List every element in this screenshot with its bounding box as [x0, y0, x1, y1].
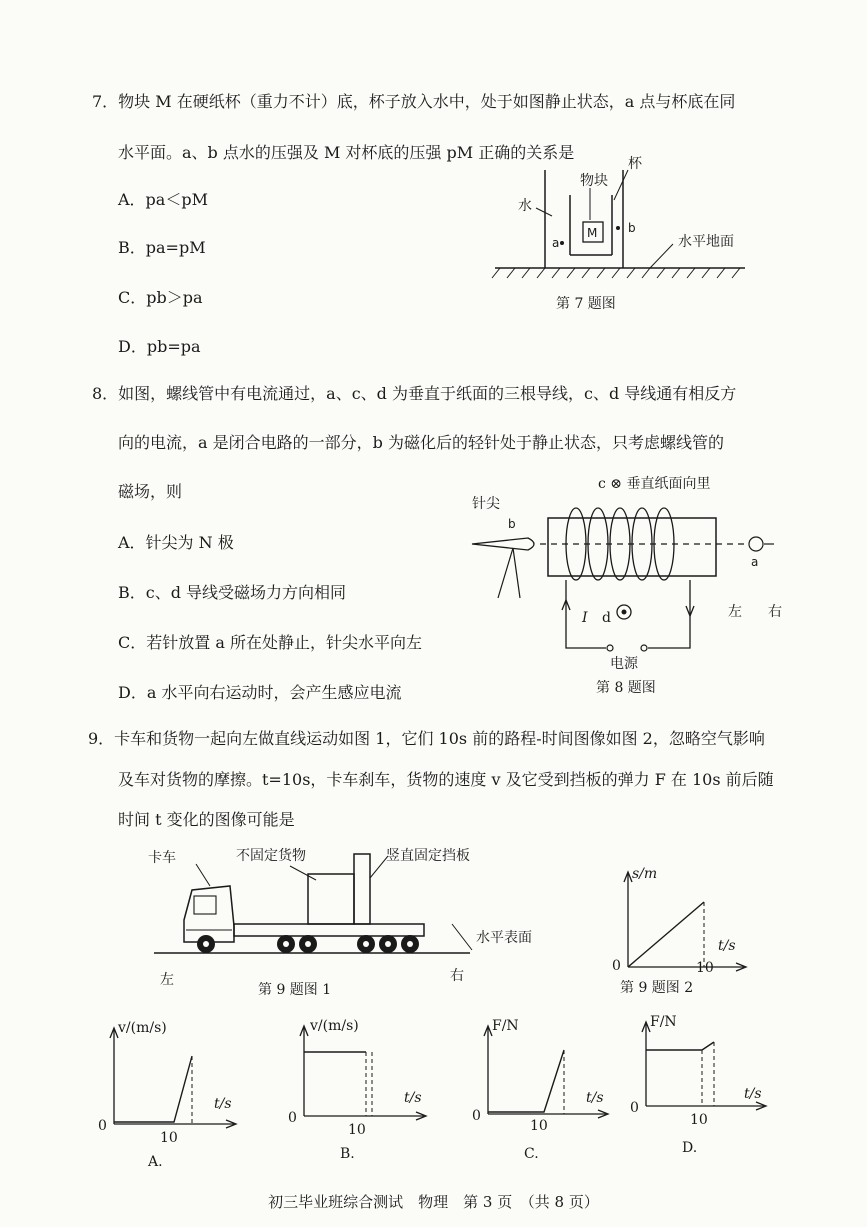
- q9-graph-c-caption: C.: [524, 1146, 539, 1162]
- q9-graph-d-origin: 0: [630, 1100, 639, 1116]
- q9-fig2-ylabel: s/m: [632, 866, 658, 882]
- q9-graph-d-tick: 10: [690, 1112, 708, 1128]
- q7-label-b: b: [628, 221, 636, 235]
- q9-graph-c-curve: [488, 1050, 564, 1112]
- q9-text-line3: 时间 t 变化的图像可能是: [118, 810, 295, 829]
- q8-terminal-right: [641, 645, 647, 651]
- q9-graph-a-curve: [114, 1056, 192, 1122]
- q9-graph-a-tick: 10: [160, 1130, 178, 1146]
- q7-option-b: B．pa=pM: [118, 238, 206, 257]
- q8-label-a: a: [751, 555, 759, 569]
- q7-point-a: [560, 241, 564, 245]
- q8-option-a: A．针尖为 N 极: [118, 533, 234, 552]
- q9-graph-a-origin: 0: [98, 1118, 107, 1134]
- q8-label-b: b: [508, 517, 516, 531]
- q9-fig2-st-graph: [606, 852, 766, 1002]
- q9-graph-d: [626, 1004, 786, 1169]
- q7-figure: [490, 150, 790, 320]
- q8-text-line3: 磁场，则: [118, 482, 183, 501]
- q9-fig2-line: [628, 902, 704, 967]
- q9-fig2-tick: 10: [696, 960, 714, 976]
- q8-label-needle: 针尖: [472, 496, 500, 512]
- q9-graph-d-caption: D.: [682, 1140, 698, 1156]
- q9-graph-a-ylabel: v/(m/s): [118, 1020, 167, 1036]
- q9-label-baffle: 竖直固定挡板: [386, 848, 470, 864]
- q9-fig2-caption: 第 9 题图 2: [620, 980, 694, 996]
- q9-label-cargo: 不固定货物: [236, 848, 306, 864]
- q9-baffle: [354, 854, 370, 924]
- q8-option-d: D．a 水平向右运动时，会产生感应电流: [118, 683, 402, 702]
- q9-fig2-origin: 0: [612, 958, 621, 974]
- q8-text-line1: 8．如图，螺线管中有电流通过，a、c、d 为垂直于纸面的三根导线，c、d 导线通有相反方: [92, 384, 737, 403]
- q9-graph-b-caption: B.: [340, 1146, 355, 1162]
- q9-graph-b-xlabel: t/s: [404, 1090, 422, 1106]
- q9-graph-b: [286, 1008, 446, 1173]
- q8-circuit-right: [648, 580, 690, 648]
- q9-label-surface: 水平表面: [476, 930, 532, 946]
- q9-label-right: 右: [450, 968, 464, 984]
- q9-graph-a-xlabel: t/s: [214, 1096, 232, 1112]
- q9-graph-b-ylabel: v/(m/s): [310, 1018, 359, 1034]
- q9-cargo: [308, 874, 354, 924]
- q7-label-ground: 水平地面: [678, 234, 734, 250]
- q8-label-d: d: [602, 610, 611, 626]
- q8-needle: [472, 538, 534, 550]
- q7-label-water: 水: [518, 198, 532, 214]
- q7-text-line1: 7．物块 M 在硬纸杯（重力不计）底，杯子放入水中，处于如图静止状态，a 点与杯底在同: [92, 92, 736, 111]
- q8-figure: [458, 466, 798, 698]
- q8-label-c: c ⊗ 垂直纸面向里: [598, 476, 711, 492]
- q8-caption: 第 8 题图: [596, 680, 656, 696]
- q8-wire-a: [749, 537, 763, 551]
- q8-label-i: I: [582, 610, 588, 626]
- q7-option-a: A．pa＜pM: [118, 190, 208, 209]
- q9-graph-c-xlabel: t/s: [586, 1090, 604, 1106]
- q8-label-source: 电源: [610, 656, 638, 672]
- q7-text-line2: 水平面。a、b 点水的压强及 M 对杯底的压强 pM 正确的关系是: [118, 143, 575, 162]
- q8-label-right: 右: [768, 604, 782, 620]
- q8-terminal-left: [607, 645, 613, 651]
- q9-graph-a: [94, 1010, 254, 1175]
- q9-text-line2: 及车对货物的摩擦。t=10s，卡车刹车，货物的速度 v 及它受到挡板的弹力 F 在 10s 前后随: [118, 770, 774, 789]
- q9-graph-c-tick: 10: [530, 1118, 548, 1134]
- q9-label-left: 左: [160, 972, 174, 988]
- q7-point-b: [616, 226, 620, 230]
- q9-fig1-caption: 第 9 题图 1: [258, 982, 332, 998]
- q9-text-line1: 9．卡车和货物一起向左做直线运动如图 1，它们 10s 前的路程-时间图像如图 2，忽略空气影响: [88, 729, 765, 748]
- q7-label-block: 物块: [580, 173, 608, 189]
- q9-graph-b-origin: 0: [288, 1110, 297, 1126]
- q9-flatbed: [234, 924, 424, 936]
- q7-label-cup: 杯: [628, 156, 642, 172]
- q9-graph-d-xlabel: t/s: [744, 1086, 762, 1102]
- q9-graph-d-curve: [646, 1042, 714, 1050]
- q9-graph-d-ylabel: F/N: [650, 1014, 677, 1030]
- q7-option-d: D．pb=pa: [118, 337, 201, 356]
- q8-label-left: 左: [728, 604, 742, 620]
- q8-text-line2: 向的电流，a 是闭合电路的一部分，b 为磁化后的轻针处于静止状态，只考虑螺线管的: [118, 433, 724, 452]
- q7-label-a: a: [552, 236, 560, 250]
- q7-ground-hatch: [492, 268, 740, 278]
- q7-option-c: C．pb＞pa: [118, 288, 203, 307]
- q9-graph-c: [468, 1008, 628, 1173]
- q9-graph-a-caption: A.: [148, 1154, 163, 1170]
- q8-option-b: B．c、d 导线受磁场力方向相同: [118, 583, 347, 602]
- q9-label-truck: 卡车: [148, 850, 176, 866]
- q9-fig1-truck: [140, 838, 570, 1008]
- q9-graph-c-ylabel: F/N: [492, 1018, 519, 1034]
- q7-label-m: M: [587, 226, 598, 240]
- page-footer: 初三毕业班综合测试 物理 第 3 页 （共 8 页）: [268, 1193, 599, 1211]
- q9-graph-b-tick: 10: [348, 1122, 366, 1138]
- q7-caption: 第 7 题图: [556, 296, 616, 312]
- q8-option-c: C．若针放置 a 所在处静止，针尖水平向左: [118, 633, 422, 652]
- q9-fig2-xlabel: t/s: [718, 938, 736, 954]
- q9-graph-c-origin: 0: [472, 1108, 481, 1124]
